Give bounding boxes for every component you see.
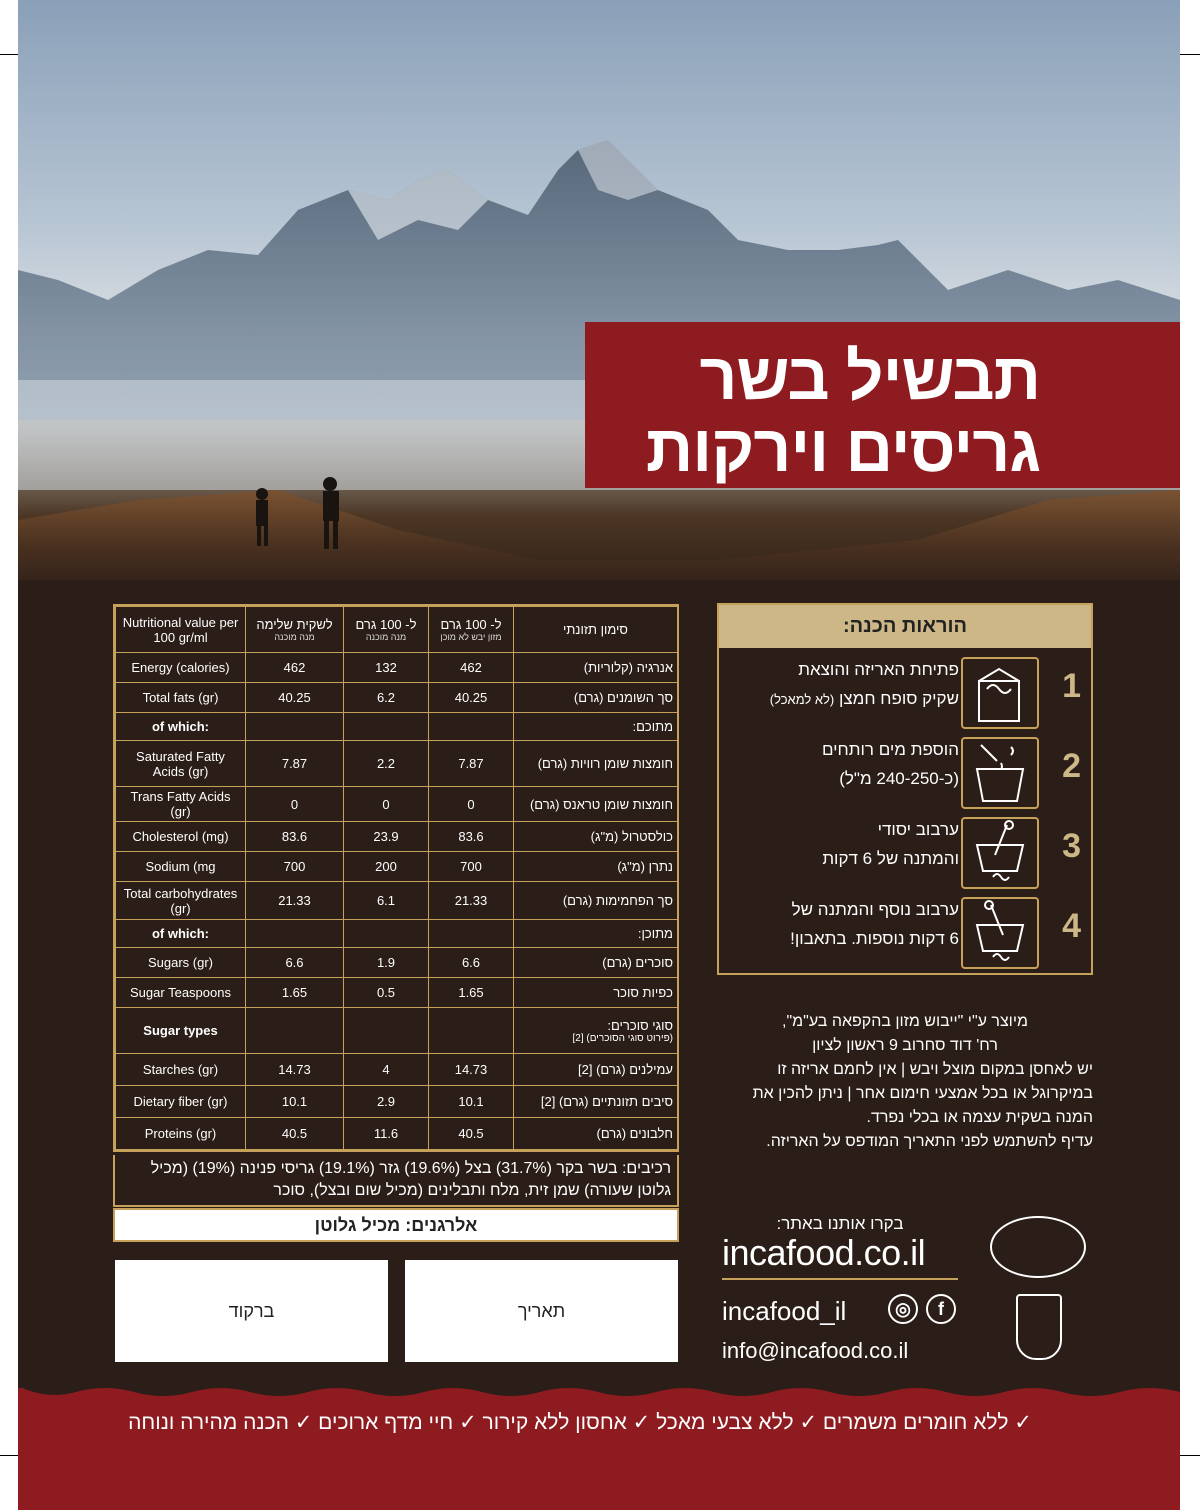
- value-per-100g-dry: 10.1: [429, 1086, 514, 1118]
- value-per-100g-dry: 462: [429, 653, 514, 683]
- col-header-en: Nutritional value per 100 gr/ml: [116, 607, 246, 653]
- table-row: [116, 882, 678, 920]
- table-row: [116, 787, 678, 822]
- value-per-pack: 40.25: [246, 683, 344, 713]
- value-per-100g-dry: [429, 1008, 514, 1054]
- nutrient-name-en: Proteins (gr): [116, 1118, 246, 1150]
- pour-water-icon: [961, 737, 1039, 809]
- maker-line-1: מיוצר ע"י "ייבוש מזון בהקפאה בע"מ",: [782, 1013, 1028, 1030]
- nutrient-name-he: כולסטרול (מ"ג): [514, 822, 678, 852]
- features-band: [18, 1388, 1180, 1510]
- stir-again-icon: [961, 897, 1039, 969]
- table-row: [116, 1008, 678, 1054]
- value-per-pack: 0: [246, 787, 344, 822]
- nutrient-name-he: מתוכן:: [514, 920, 678, 948]
- value-per-pack: 7.87: [246, 741, 344, 787]
- value-per-100g-dry: 21.33: [429, 882, 514, 920]
- value-per-100g-ready: 1.9: [344, 948, 429, 978]
- value-per-100g-ready: [344, 1008, 429, 1054]
- value-per-pack: 14.73: [246, 1054, 344, 1086]
- nutrient-name-en: Sugar types: [116, 1008, 246, 1054]
- value-per-100g-dry: 0: [429, 787, 514, 822]
- value-per-100g-ready: 6.1: [344, 882, 429, 920]
- value-per-100g-ready: 4: [344, 1054, 429, 1086]
- value-per-pack: 6.6: [246, 948, 344, 978]
- nutrient-name-he: סך הפחמימות (גרם): [514, 882, 678, 920]
- value-per-100g-dry: 7.87: [429, 741, 514, 787]
- nutrient-name-he: כפיות סוכר: [514, 978, 678, 1008]
- nutrient-name-en: of which:: [116, 713, 246, 741]
- prep-step-4-line2: 6 דקות נוספות. בתאבון!: [790, 929, 959, 948]
- prep-step-1-number: 1: [1062, 667, 1081, 705]
- prep-step-2-line1: הוספת מים רותחים: [821, 740, 959, 759]
- maker-line-3: יש לאחסן במקום מוצל ויבש | אין לחמם אריזה זו: [777, 1061, 1093, 1078]
- prep-step-4-number: 4: [1062, 907, 1081, 945]
- nutrient-name-he: חומצות שומן טראנס (גרם): [514, 787, 678, 822]
- nutrient-name-he: חומצות שומן רוויות (גרם): [514, 741, 678, 787]
- col-header-pack: לשקית שלימה מנה מוכנה: [246, 607, 344, 653]
- mountain-hero-image: [18, 0, 1180, 600]
- prep-step-3-line1: ערבוב יסודי: [877, 820, 959, 839]
- col-header-dry: ל- 100 גרם מזון יבש לא מוכן: [429, 607, 514, 653]
- nutrition-table: [113, 604, 679, 1152]
- nutrient-name-en: Dietary fiber (gr): [116, 1086, 246, 1118]
- barcode-box: ברקוד: [115, 1260, 388, 1362]
- nutrient-name-he: סך השומנים (גרם): [514, 683, 678, 713]
- value-per-100g-dry: 40.25: [429, 683, 514, 713]
- product-title-line1: תבשיל בשר: [699, 339, 1040, 413]
- nutrient-name-en: Starches (gr): [116, 1054, 246, 1086]
- prep-step-3-number: 3: [1062, 827, 1081, 865]
- value-per-pack: 10.1: [246, 1086, 344, 1118]
- nutrient-name-en: Total fats (gr): [116, 683, 246, 713]
- value-per-100g-ready: [344, 920, 429, 948]
- value-per-100g-dry: 83.6: [429, 822, 514, 852]
- value-per-100g-dry: 40.5: [429, 1118, 514, 1150]
- value-per-100g-dry: [429, 713, 514, 741]
- nutrient-name-he: אנרגיה (קלוריות): [514, 653, 678, 683]
- table-row: [116, 822, 678, 852]
- table-row: [116, 948, 678, 978]
- allergens-label: אלרגנים: מכיל גלוטן: [113, 1208, 679, 1242]
- nutrient-name-he: סיבים תזונתיים (גרם) [2]: [514, 1086, 678, 1118]
- value-per-pack: [246, 713, 344, 741]
- col-header-ready: ל- 100 גרם מנה מוכנה: [344, 607, 429, 653]
- prep-step-1: [719, 649, 1091, 729]
- nutrient-name-he: סוכרים (גרם): [514, 948, 678, 978]
- social-handle[interactable]: incafood_il: [722, 1296, 847, 1326]
- nutrient-name-en: Sodium (mg: [116, 852, 246, 882]
- value-per-100g-ready: 200: [344, 852, 429, 882]
- prep-step-4-line1: ערבוב נוסף והמתנה של: [791, 900, 959, 919]
- kashrut-emblem-icon: [1016, 1294, 1062, 1360]
- prep-step-2-number: 2: [1062, 747, 1081, 785]
- value-per-pack: [246, 1008, 344, 1054]
- nutrient-name-he: סוגי סוכרים: (פירוט סוגי הסוכרים) [2]: [514, 1008, 678, 1054]
- table-row: [116, 653, 678, 683]
- value-per-pack: [246, 920, 344, 948]
- prep-step-1-line2: שקיק סופח חמצן: [839, 689, 959, 708]
- date-box: תאריך: [405, 1260, 678, 1362]
- preparation-box: [717, 603, 1093, 975]
- visit-us-label: בקרו אותנו באתר:: [776, 1214, 904, 1233]
- table-row: [116, 920, 678, 948]
- product-title-line2: גריסים וירקות: [645, 411, 1040, 485]
- table-row: [116, 683, 678, 713]
- value-per-pack: 1.65: [246, 978, 344, 1008]
- col-header-he: סימון תזונתי: [514, 607, 678, 653]
- prep-step-2-line2: (כ-240-250 מ"ל): [839, 769, 959, 788]
- nutrient-name-he: מתוכם:: [514, 713, 678, 741]
- value-per-100g-ready: 0: [344, 787, 429, 822]
- maker-line-4: במיקרוגל או בכל אמצעי חימום אחר | ניתן להכין את: [752, 1085, 1093, 1102]
- value-per-100g-dry: 6.6: [429, 948, 514, 978]
- value-per-100g-ready: 132: [344, 653, 429, 683]
- nutrient-name-en: Sugars (gr): [116, 948, 246, 978]
- value-per-pack: 83.6: [246, 822, 344, 852]
- instagram-icon[interactable]: ◎: [888, 1294, 918, 1324]
- value-per-100g-ready: [344, 713, 429, 741]
- nutrient-name-en: Saturated Fatty Acids (gr): [116, 741, 246, 787]
- divider: [722, 1278, 958, 1280]
- value-per-pack: 21.33: [246, 882, 344, 920]
- table-row: [116, 741, 678, 787]
- prep-step-2: [719, 729, 1091, 809]
- value-per-100g-dry: 700: [429, 852, 514, 882]
- manufacturer-info: [717, 1010, 1093, 1154]
- prep-step-1-note: (לא למאכל): [769, 692, 835, 707]
- prep-step-1-line1: פתיחת האריזה והוצאת: [798, 660, 959, 679]
- maker-line-5: המנה בשקית עצמה או בכלי נפרד.: [866, 1109, 1093, 1126]
- value-per-pack: 462: [246, 653, 344, 683]
- product-features: ✓ ללא חומרים משמרים ✓ ללא צבעי מאכל ✓ אחסון ללא קירור ✓ חיי מדף ארוכים ✓ הכנה מהירה ונוחה: [128, 1411, 1032, 1434]
- table-row: [116, 852, 678, 882]
- open-pouch-icon: [961, 657, 1039, 729]
- ingredients-text: רכיבים: בשר בקר (31.7%) בצל (19.6%) גזר (19.1%) גריסי פנינה (19%) (מכיל גלוטן שעורה) שמן זית, מלח ותבלינים (מכיל שום ובצל), סוכר: [113, 1155, 679, 1207]
- table-row: [116, 1086, 678, 1118]
- stir-icon: [961, 817, 1039, 889]
- nutrient-name-en: of which:: [116, 920, 246, 948]
- website-link[interactable]: incafood.co.il: [722, 1232, 926, 1273]
- table-row: [116, 1118, 678, 1150]
- nutrient-name-he: חלבונים (גרם): [514, 1118, 678, 1150]
- value-per-100g-dry: 14.73: [429, 1054, 514, 1086]
- nutrient-name-he: עמילנים (גרם) [2]: [514, 1054, 678, 1086]
- kosher-seal-icon: [990, 1216, 1086, 1278]
- nutrient-name-en: Energy (calories): [116, 653, 246, 683]
- email-link[interactable]: info@incafood.co.il: [722, 1338, 909, 1363]
- nutrient-name-en: Trans Fatty Acids (gr): [116, 787, 246, 822]
- maker-line-6: עדיף להשתמש לפני התאריך המודפס על האריזה.: [766, 1133, 1093, 1150]
- maker-line-2: רח' דוד סחרוב 9 ראשון לציון: [812, 1037, 998, 1054]
- prep-step-3: [719, 809, 1091, 889]
- table-row: [116, 713, 678, 741]
- table-row: [116, 978, 678, 1008]
- value-per-100g-ready: 2.2: [344, 741, 429, 787]
- value-per-100g-dry: [429, 920, 514, 948]
- prep-step-3-line2: והמתנה של 6 דקות: [822, 849, 959, 868]
- value-per-100g-ready: 6.2: [344, 683, 429, 713]
- value-per-100g-ready: 0.5: [344, 978, 429, 1008]
- nutrient-name-en: Sugar Teaspoons: [116, 978, 246, 1008]
- value-per-100g-ready: 11.6: [344, 1118, 429, 1150]
- nutrient-name-en: Cholesterol (mg): [116, 822, 246, 852]
- product-title-band: [585, 322, 1180, 488]
- nutrient-name-en: Total carbohydrates (gr): [116, 882, 246, 920]
- value-per-100g-dry: 1.65: [429, 978, 514, 1008]
- value-per-pack: 40.5: [246, 1118, 344, 1150]
- prep-step-4: [719, 889, 1091, 969]
- nutrient-name-he: נתרן (מ"ג): [514, 852, 678, 882]
- value-per-100g-ready: 23.9: [344, 822, 429, 852]
- facebook-icon[interactable]: f: [926, 1294, 956, 1324]
- value-per-pack: 700: [246, 852, 344, 882]
- table-row: [116, 1054, 678, 1086]
- preparation-title: הוראות הכנה:: [719, 605, 1091, 648]
- value-per-100g-ready: 2.9: [344, 1086, 429, 1118]
